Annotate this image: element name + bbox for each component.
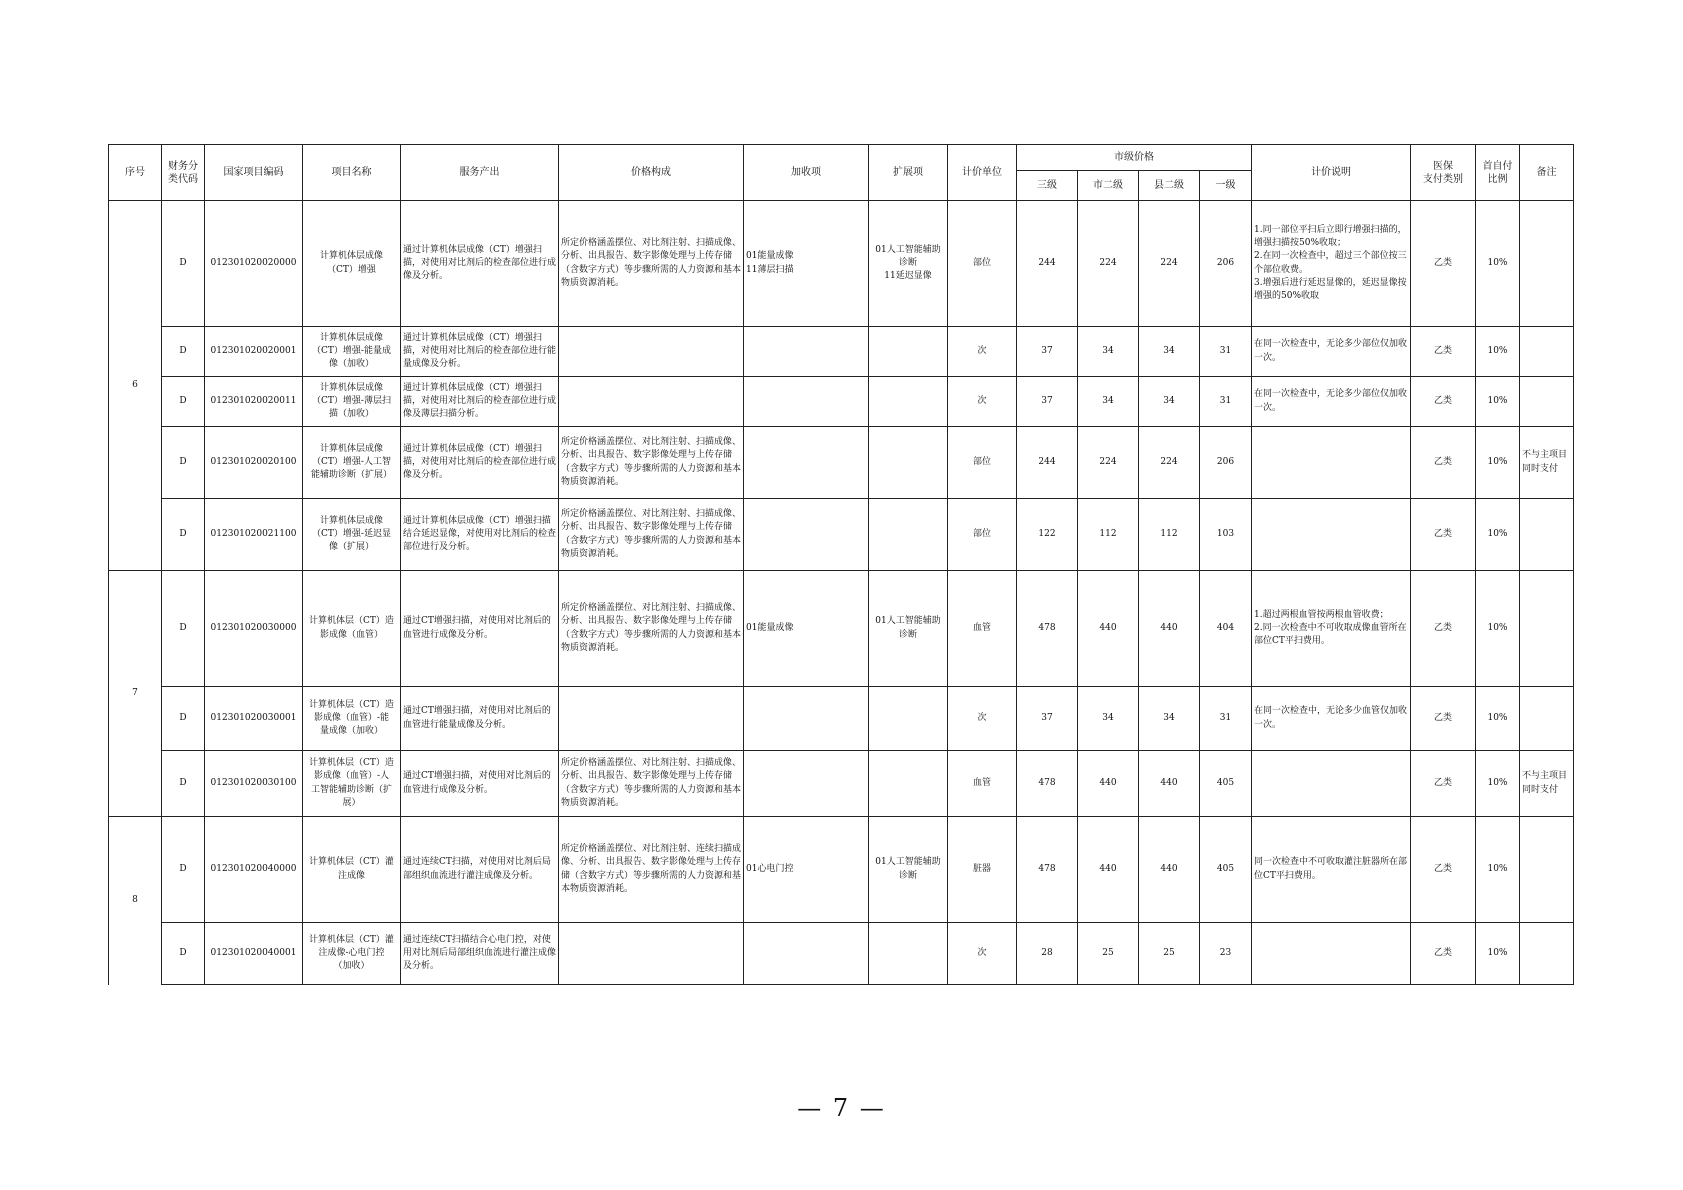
addon-cell	[744, 687, 869, 751]
insurance-category-cell: 乙类	[1411, 427, 1476, 499]
service-output-cell: 通过连续CT扫描结合心电门控，对使用对比剂后局部组织血流进行灌注成像及分析。	[401, 923, 559, 985]
remark-cell	[1520, 923, 1574, 985]
service-output-cell: 通过计算机体层成像（CT）增强扫描，对使用对比剂后的检查部位进行成像及薄层扫描分析。	[401, 377, 559, 427]
price-county-grade2-cell: 440	[1139, 571, 1200, 687]
fin-code-cell: D	[162, 817, 205, 923]
selfpay-ratio-cell: 10%	[1476, 923, 1520, 985]
item-name-cell: 计算机体层成像 （CT）增强-人工智 能辅助诊断（扩展）	[303, 427, 401, 499]
item-name-cell: 计算机体层（CT）灌 注成像-心电门控 （加收）	[303, 923, 401, 985]
addon-cell: 01心电门控	[744, 817, 869, 923]
seq-cell: 7	[109, 571, 162, 817]
addon-cell	[744, 499, 869, 571]
table-row	[109, 687, 1574, 751]
fin-code-cell: D	[162, 427, 205, 499]
service-output-cell: 通过计算机体层成像（CT）增强扫描，对使用对比剂后的检查部位进行能量成像及分析。	[401, 327, 559, 377]
header-seq: 序号	[109, 145, 162, 201]
price-grade3-cell: 478	[1017, 571, 1078, 687]
price-county-grade2-cell: 25	[1139, 923, 1200, 985]
insurance-category-cell: 乙类	[1411, 751, 1476, 817]
extension-cell: 01人工智能辅助 诊断	[869, 817, 948, 923]
table-row	[109, 327, 1574, 377]
price-grade1-cell: 31	[1200, 377, 1252, 427]
header-grade3: 三级	[1017, 171, 1078, 201]
insurance-category-cell: 乙类	[1411, 201, 1476, 327]
pricing-explanation-cell	[1252, 427, 1411, 499]
price-county-grade2-cell: 112	[1139, 499, 1200, 571]
unit-cell: 血管	[948, 571, 1017, 687]
pricing-explanation-cell	[1252, 499, 1411, 571]
unit-cell: 次	[948, 687, 1017, 751]
unit-cell: 次	[948, 923, 1017, 985]
service-output-cell: 通过连续CT扫描，对使用对比剂后局部组织血流进行灌注成像及分析。	[401, 817, 559, 923]
price-composition-cell	[559, 327, 744, 377]
price-city-grade2-cell: 34	[1078, 687, 1139, 751]
fin-code-cell: D	[162, 751, 205, 817]
price-city-grade2-cell: 34	[1078, 377, 1139, 427]
item-name-cell: 计算机体层（CT）造 影成像（血管）-人 工智能辅助诊断（扩 展）	[303, 751, 401, 817]
remark-cell: 不与主项目同时支付	[1520, 427, 1574, 499]
insurance-category-cell: 乙类	[1411, 327, 1476, 377]
header-fin-code: 财务分 类代码	[162, 145, 205, 201]
selfpay-ratio-cell: 10%	[1476, 327, 1520, 377]
price-county-grade2-cell: 34	[1139, 687, 1200, 751]
header-county-grade2: 县二级	[1139, 171, 1200, 201]
national-code-cell: 012301020040001	[205, 923, 303, 985]
addon-cell	[744, 751, 869, 817]
remark-cell	[1520, 499, 1574, 571]
item-name-cell: 计算机体层（CT）造 影成像（血管）-能 量成像（加收）	[303, 687, 401, 751]
price-grade3-cell: 37	[1017, 327, 1078, 377]
seq-cell: 8	[109, 817, 162, 985]
header-price-composition: 价格构成	[559, 145, 744, 201]
price-grade3-cell: 37	[1017, 377, 1078, 427]
service-output-cell: 通过CT增强扫描，对使用对比剂后的血管进行能量成像及分析。	[401, 687, 559, 751]
seq-cell: 6	[109, 201, 162, 571]
unit-cell: 次	[948, 377, 1017, 427]
unit-cell: 血管	[948, 751, 1017, 817]
extension-cell	[869, 499, 948, 571]
table-body	[109, 201, 1574, 985]
remark-cell	[1520, 571, 1574, 687]
price-grade1-cell: 31	[1200, 327, 1252, 377]
price-county-grade2-cell: 34	[1139, 377, 1200, 427]
unit-cell: 部位	[948, 427, 1017, 499]
price-city-grade2-cell: 224	[1078, 201, 1139, 327]
header-city-grade2: 市二级	[1078, 171, 1139, 201]
fin-code-cell: D	[162, 923, 205, 985]
insurance-category-cell: 乙类	[1411, 377, 1476, 427]
national-code-cell: 012301020021100	[205, 499, 303, 571]
pricing-explanation-cell: 1.超过两根血管按两根血管收费； 2.同一次检查中不可收取成像血管所在部位CT平扫费用。	[1252, 571, 1411, 687]
header-service-output: 服务产出	[401, 145, 559, 201]
price-composition-cell: 所定价格涵盖摆位、对比剂注射、扫描成像、分析、出具报告、数字影像处理与上传存储（含数字方式）等步骤所需的人力资源和基本物质资源消耗。	[559, 201, 744, 327]
price-composition-cell: 所定价格涵盖摆位、对比剂注射、扫描成像、分析、出具报告、数字影像处理与上传存储（含数字方式）等步骤所需的人力资源和基本物质资源消耗。	[559, 571, 744, 687]
addon-cell: 01能量成像 11薄层扫描	[744, 201, 869, 327]
insurance-category-cell: 乙类	[1411, 817, 1476, 923]
price-county-grade2-cell: 440	[1139, 751, 1200, 817]
national-code-cell: 012301020030001	[205, 687, 303, 751]
service-output-cell: 通过CT增强扫描，对使用对比剂后的血管进行成像及分析。	[401, 571, 559, 687]
price-table	[108, 144, 1574, 985]
header-insurance-category: 医保 支付类别	[1411, 145, 1476, 201]
price-city-grade2-cell: 112	[1078, 499, 1139, 571]
extension-cell	[869, 327, 948, 377]
header-selfpay-ratio: 首自付 比例	[1476, 145, 1520, 201]
price-grade3-cell: 28	[1017, 923, 1078, 985]
pricing-explanation-cell: 1.同一部位平扫后立即行增强扫描的，增强扫描按50%收取； 2.在同一次检查中，超过三个部位按三个部位收费。 3.增强后进行延迟显像的，延迟显像按增强的50%收取	[1252, 201, 1411, 327]
price-composition-cell: 所定价格涵盖摆位、对比剂注射、扫描成像、分析、出具报告、数字影像处理与上传存储（含数字方式）等步骤所需的人力资源和基本物质资源消耗。	[559, 751, 744, 817]
unit-cell: 脏器	[948, 817, 1017, 923]
item-name-cell: 计算机体层成像 （CT）增强-薄层扫 描（加收）	[303, 377, 401, 427]
service-output-cell: 通过CT增强扫描，对使用对比剂后的血管进行成像及分析。	[401, 751, 559, 817]
extension-cell	[869, 751, 948, 817]
unit-cell: 部位	[948, 499, 1017, 571]
pricing-explanation-cell: 同一次检查中不可收取灌注脏器所在部位CT平扫费用。	[1252, 817, 1411, 923]
selfpay-ratio-cell: 10%	[1476, 687, 1520, 751]
national-code-cell: 012301020020000	[205, 201, 303, 327]
fin-code-cell: D	[162, 571, 205, 687]
extension-cell: 01人工智能辅助 诊断 11延迟显像	[869, 201, 948, 327]
price-grade1-cell: 405	[1200, 751, 1252, 817]
extension-cell	[869, 427, 948, 499]
fin-code-cell: D	[162, 499, 205, 571]
header-pricing-explanation: 计价说明	[1252, 145, 1411, 201]
table-row	[109, 817, 1574, 923]
fin-code-cell: D	[162, 687, 205, 751]
extension-cell	[869, 377, 948, 427]
header-unit: 计价单位	[948, 145, 1017, 201]
header-city-price: 市级价格	[1017, 145, 1252, 171]
table-row	[109, 499, 1574, 571]
price-composition-cell	[559, 377, 744, 427]
pricing-explanation-cell	[1252, 923, 1411, 985]
table-row	[109, 427, 1574, 499]
price-grade3-cell: 244	[1017, 427, 1078, 499]
national-code-cell: 012301020030100	[205, 751, 303, 817]
price-grade1-cell: 405	[1200, 817, 1252, 923]
remark-cell	[1520, 817, 1574, 923]
price-grade3-cell: 478	[1017, 817, 1078, 923]
extension-cell	[869, 923, 948, 985]
national-code-cell: 012301020020001	[205, 327, 303, 377]
pricing-explanation-cell: 在同一次检查中，无论多少部位仅加收一次。	[1252, 377, 1411, 427]
service-output-cell: 通过计算机体层成像（CT）增强扫描，对使用对比剂后的检查部位进行成像及分析。	[401, 427, 559, 499]
price-city-grade2-cell: 34	[1078, 327, 1139, 377]
fin-code-cell: D	[162, 327, 205, 377]
selfpay-ratio-cell: 10%	[1476, 499, 1520, 571]
table-row	[109, 377, 1574, 427]
table-row	[109, 751, 1574, 817]
item-name-cell: 计算机体层成像 （CT）增强	[303, 201, 401, 327]
insurance-category-cell: 乙类	[1411, 687, 1476, 751]
remark-cell	[1520, 327, 1574, 377]
pricing-explanation-cell: 在同一次检查中，无论多少部位仅加收一次。	[1252, 327, 1411, 377]
price-composition-cell: 所定价格涵盖摆位、对比剂注射、连续扫描成像、分析、出具报告、数字影像处理与上传存储（含数字方式）等步骤所需的人力资源和基本物质资源消耗。	[559, 817, 744, 923]
price-grade3-cell: 37	[1017, 687, 1078, 751]
price-grade1-cell: 404	[1200, 571, 1252, 687]
unit-cell: 部位	[948, 201, 1017, 327]
header-item-name: 项目名称	[303, 145, 401, 201]
price-grade1-cell: 23	[1200, 923, 1252, 985]
price-grade3-cell: 122	[1017, 499, 1078, 571]
price-grade3-cell: 244	[1017, 201, 1078, 327]
price-city-grade2-cell: 224	[1078, 427, 1139, 499]
price-grade1-cell: 206	[1200, 201, 1252, 327]
addon-cell	[744, 377, 869, 427]
selfpay-ratio-cell: 10%	[1476, 571, 1520, 687]
insurance-category-cell: 乙类	[1411, 923, 1476, 985]
price-composition-cell: 所定价格涵盖摆位、对比剂注射、扫描成像、分析、出具报告、数字影像处理与上传存储（含数字方式）等步骤所需的人力资源和基本物质资源消耗。	[559, 499, 744, 571]
price-county-grade2-cell: 224	[1139, 201, 1200, 327]
item-name-cell: 计算机体层成像 （CT）增强-能量成 像（加收）	[303, 327, 401, 377]
price-county-grade2-cell: 34	[1139, 327, 1200, 377]
table-row	[109, 571, 1574, 687]
fin-code-cell: D	[162, 201, 205, 327]
selfpay-ratio-cell: 10%	[1476, 377, 1520, 427]
page-number: — 7 —	[797, 1094, 886, 1122]
price-city-grade2-cell: 440	[1078, 751, 1139, 817]
selfpay-ratio-cell: 10%	[1476, 427, 1520, 499]
remark-cell: 不与主项目同时支付	[1520, 751, 1574, 817]
national-code-cell: 012301020030000	[205, 571, 303, 687]
header-extension: 扩展项	[869, 145, 948, 201]
price-city-grade2-cell: 440	[1078, 817, 1139, 923]
price-composition-cell	[559, 687, 744, 751]
selfpay-ratio-cell: 10%	[1476, 201, 1520, 327]
remark-cell	[1520, 687, 1574, 751]
remark-cell	[1520, 377, 1574, 427]
service-output-cell: 通过计算机体层成像（CT）增强扫描结合延迟显像，对使用对比剂后的检查部位进行及分析。	[401, 499, 559, 571]
addon-cell	[744, 923, 869, 985]
pricing-explanation-cell	[1252, 751, 1411, 817]
header-grade1: 一级	[1200, 171, 1252, 201]
table-row	[109, 201, 1574, 327]
price-grade1-cell: 206	[1200, 427, 1252, 499]
table-row	[109, 923, 1574, 985]
item-name-cell: 计算机体层（CT）造 影成像（血管）	[303, 571, 401, 687]
extension-cell	[869, 687, 948, 751]
addon-cell	[744, 427, 869, 499]
pricing-explanation-cell: 在同一次检查中，无论多少血管仅加收一次。	[1252, 687, 1411, 751]
price-county-grade2-cell: 224	[1139, 427, 1200, 499]
price-city-grade2-cell: 440	[1078, 571, 1139, 687]
price-county-grade2-cell: 440	[1139, 817, 1200, 923]
fin-code-cell: D	[162, 377, 205, 427]
national-code-cell: 012301020020100	[205, 427, 303, 499]
item-name-cell: 计算机体层成像 （CT）增强-延迟显 像（扩展）	[303, 499, 401, 571]
item-name-cell: 计算机体层（CT）灌 注成像	[303, 817, 401, 923]
national-code-cell: 012301020040000	[205, 817, 303, 923]
price-composition-cell: 所定价格涵盖摆位、对比剂注射、扫描成像、分析、出具报告、数字影像处理与上传存储（含数字方式）等步骤所需的人力资源和基本物质资源消耗。	[559, 427, 744, 499]
addon-cell	[744, 327, 869, 377]
price-grade3-cell: 478	[1017, 751, 1078, 817]
insurance-category-cell: 乙类	[1411, 499, 1476, 571]
selfpay-ratio-cell: 10%	[1476, 751, 1520, 817]
national-code-cell: 012301020020011	[205, 377, 303, 427]
unit-cell: 次	[948, 327, 1017, 377]
price-city-grade2-cell: 25	[1078, 923, 1139, 985]
price-composition-cell	[559, 923, 744, 985]
header-remark: 备注	[1520, 145, 1574, 201]
insurance-category-cell: 乙类	[1411, 571, 1476, 687]
service-output-cell: 通过计算机体层成像（CT）增强扫描，对使用对比剂后的检查部位进行成像及分析。	[401, 201, 559, 327]
extension-cell: 01人工智能辅助 诊断	[869, 571, 948, 687]
price-grade1-cell: 103	[1200, 499, 1252, 571]
remark-cell	[1520, 201, 1574, 327]
price-grade1-cell: 31	[1200, 687, 1252, 751]
header-national-code: 国家项目编码	[205, 145, 303, 201]
addon-cell: 01能量成像	[744, 571, 869, 687]
header-addon: 加收项	[744, 145, 869, 201]
selfpay-ratio-cell: 10%	[1476, 817, 1520, 923]
